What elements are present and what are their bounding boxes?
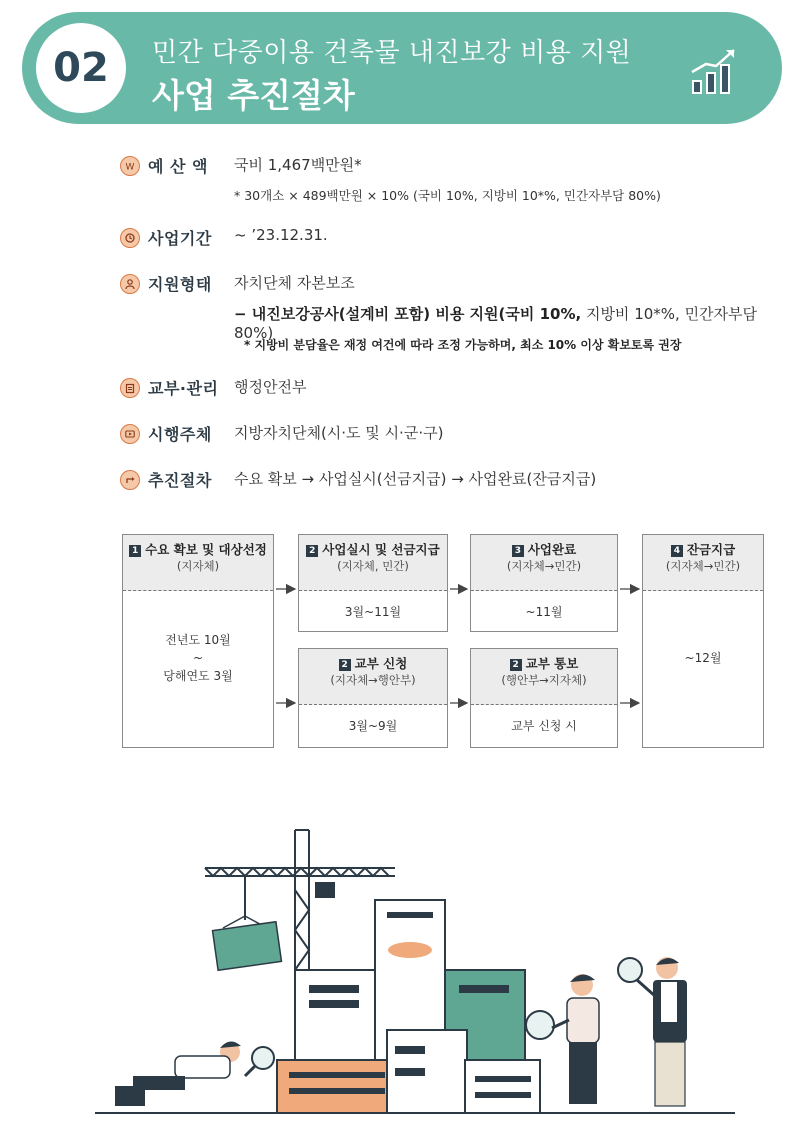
step-sub: (지자체→민간)	[665, 559, 741, 573]
step-badge: 3	[512, 545, 524, 557]
info-label: 시행주체	[148, 425, 212, 444]
step-badge: 2	[339, 659, 351, 671]
step-badge: 4	[671, 545, 683, 557]
step-body: 전년도 10월	[165, 633, 231, 647]
step-body: 3월~9월	[348, 719, 398, 733]
info-value: 행정안전부	[234, 378, 307, 396]
info-value: ~ ’23.12.31.	[234, 226, 328, 244]
step-body: 교부 신청 시	[511, 719, 577, 733]
section-number: 02	[36, 23, 126, 113]
step-body: ~12월	[684, 651, 722, 665]
step-title: 잔금지급	[686, 542, 736, 557]
step-sub: (지자체)	[176, 559, 220, 573]
step-sub: (지자체, 민간)	[337, 559, 409, 573]
step-badge: 1	[129, 545, 141, 557]
info-label: 사업기간	[148, 229, 212, 248]
step-body: 당해연도 3월	[163, 669, 233, 683]
info-value: 지방자치단체(시·도 및 시·군·구)	[234, 424, 444, 442]
support-note: * 지방비 분담율은 재정 여건에 따라 조정 가능하며, 최소 10% 이상 확보토록 권장	[244, 338, 682, 352]
step-badge: 2	[306, 545, 318, 557]
section-subtitle: 민간 다중이용 건축물 내진보강 비용 지원	[152, 38, 632, 68]
step-title: 사업완료	[527, 542, 577, 557]
info-value: 국비 1,467백만원*	[234, 156, 362, 174]
section-title: 사업 추진절차	[152, 76, 355, 115]
step-sub: (지자체→민간)	[506, 559, 582, 573]
info-label: 지원형태	[148, 275, 212, 294]
crane-cabin	[315, 882, 335, 898]
construction-illustration	[95, 820, 735, 1120]
step-title: 수요 확보 및 대상선정	[145, 542, 267, 557]
man-inspector	[618, 957, 687, 1106]
buildings	[277, 900, 540, 1113]
info-label: 추진절차	[148, 471, 212, 490]
info-label: 예 산 액	[148, 157, 209, 176]
info-value: 자치단체 자본보조	[234, 274, 355, 292]
info-value: 수요 확보 → 사업실시(선금지급) → 사업완료(잔금지급)	[234, 470, 597, 488]
info-label: 교부·관리	[148, 379, 219, 398]
svg-text:W: W	[125, 162, 135, 172]
step-badge: 2	[510, 659, 522, 671]
step-sub: (행안부→지자체)	[501, 673, 587, 687]
step-body: ~	[192, 651, 204, 665]
hanging-panel	[213, 916, 282, 970]
step-body: 3월~11월	[344, 605, 402, 619]
step-title: 사업실시 및 선금지급	[322, 542, 440, 557]
step-sub: (지자체→행안부)	[330, 673, 416, 687]
step-title: 교부 통보	[525, 656, 579, 671]
support-detail-rest: 지방비 10*%, 민간자부담 80%)	[234, 305, 758, 342]
kneeling-inspector	[115, 1041, 274, 1106]
budget-note: * 30개소 × 489백만원 × 10% (국비 10%, 지방비 10*%, 민간자부담 80%)	[234, 188, 661, 203]
step-title: 교부 신청	[354, 656, 408, 671]
step-body: ~11월	[525, 605, 563, 619]
support-detail-bold: − 내진보강공사(설계비 포함) 비용 지원(국비 10%,	[234, 305, 582, 323]
